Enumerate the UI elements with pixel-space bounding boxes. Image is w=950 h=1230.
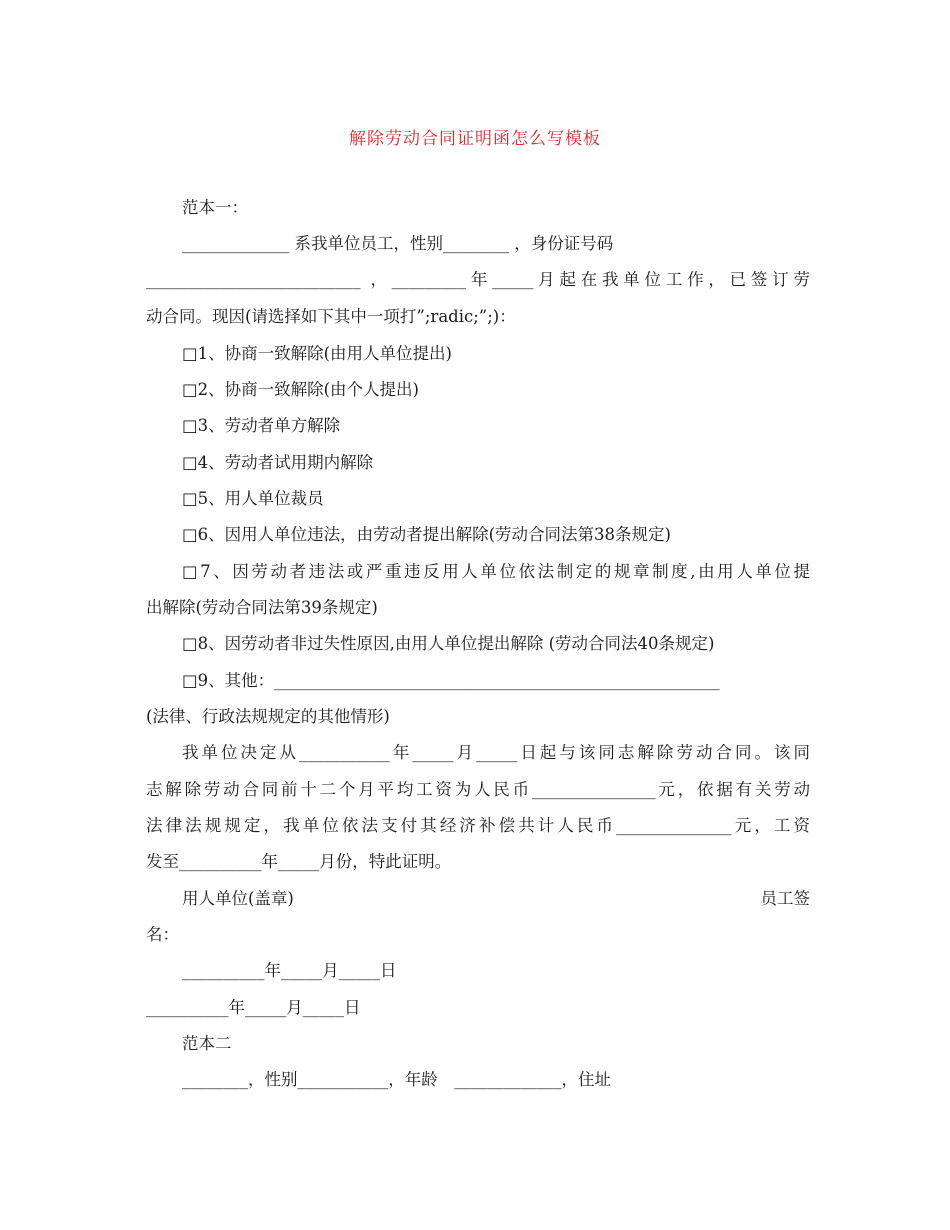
option-3: □3、劳动者单方解除 [182,416,341,435]
option-1: □1、协商一致解除(由用人单位提出) [182,344,452,363]
option-2: □2、协商一致解除(由个人提出) [182,380,419,399]
option-5: □5、用人单位裁员 [182,489,324,508]
option-4: □4、劳动者试用期内解除 [182,453,374,472]
sample-one-heading: 范本一： [182,198,248,217]
employer-date-line: __________年_____月_____日 [182,961,397,980]
decision-line-3: 法律法规规定，我单位依法支付其经济补偿共计人民币______________元，工资 [146,816,810,835]
employee-date-line: __________年_____月_____日 [146,998,361,1017]
body-line-employee-gender-id: _____________ 系我单位员工，性别________ ，身份证号码 [182,234,614,253]
employee-signature-label: 员工签 [760,889,810,908]
decision-line-4: 发至__________年_____月份，特此证明。 [146,852,452,871]
option-8: □8、因劳动者非过失性原因,由用人单位提出解除 (劳动合同法40条规定) [182,634,715,653]
decision-line-1: 我单位决定从___________年_____月_____日起与该同志解除劳动合同。该同 [182,743,810,762]
sample-two-heading: 范本二 [182,1034,232,1053]
option-9: □9、其他：______________________________________________________ [182,671,720,690]
sample-two-line-1: ________，性别___________，年龄 _____________，住址 [182,1070,611,1089]
body-line-id-start-date: __________________________ ，_________年_____月起在我单位工作，已签订劳 [146,270,810,289]
employer-seal-label: 用人单位(盖章) [182,889,294,908]
document-title: 解除劳动合同证明函怎么写模板 [349,129,601,149]
decision-line-2: 志解除劳动合同前十二个月平均工资为人民币_______________元，依据有关劳动 [146,780,810,799]
body-line-reason-intro: 动合同。现因(请选择如下其中一项打”;radic;”;)： [146,307,516,326]
option-7: □7、因劳动者违法或严重违反用人单位依法制定的规章制度,由用人单位提 [182,562,810,581]
option-9-note: (法律、行政法规规定的其他情形) [146,707,390,726]
option-6: □6、因用人单位违法，由劳动者提出解除(劳动合同法第38条规定) [182,525,671,544]
option-7-continued: 出解除(劳动合同法第39条规定) [146,598,378,617]
employee-signature-label-continued: 名： [146,925,179,944]
